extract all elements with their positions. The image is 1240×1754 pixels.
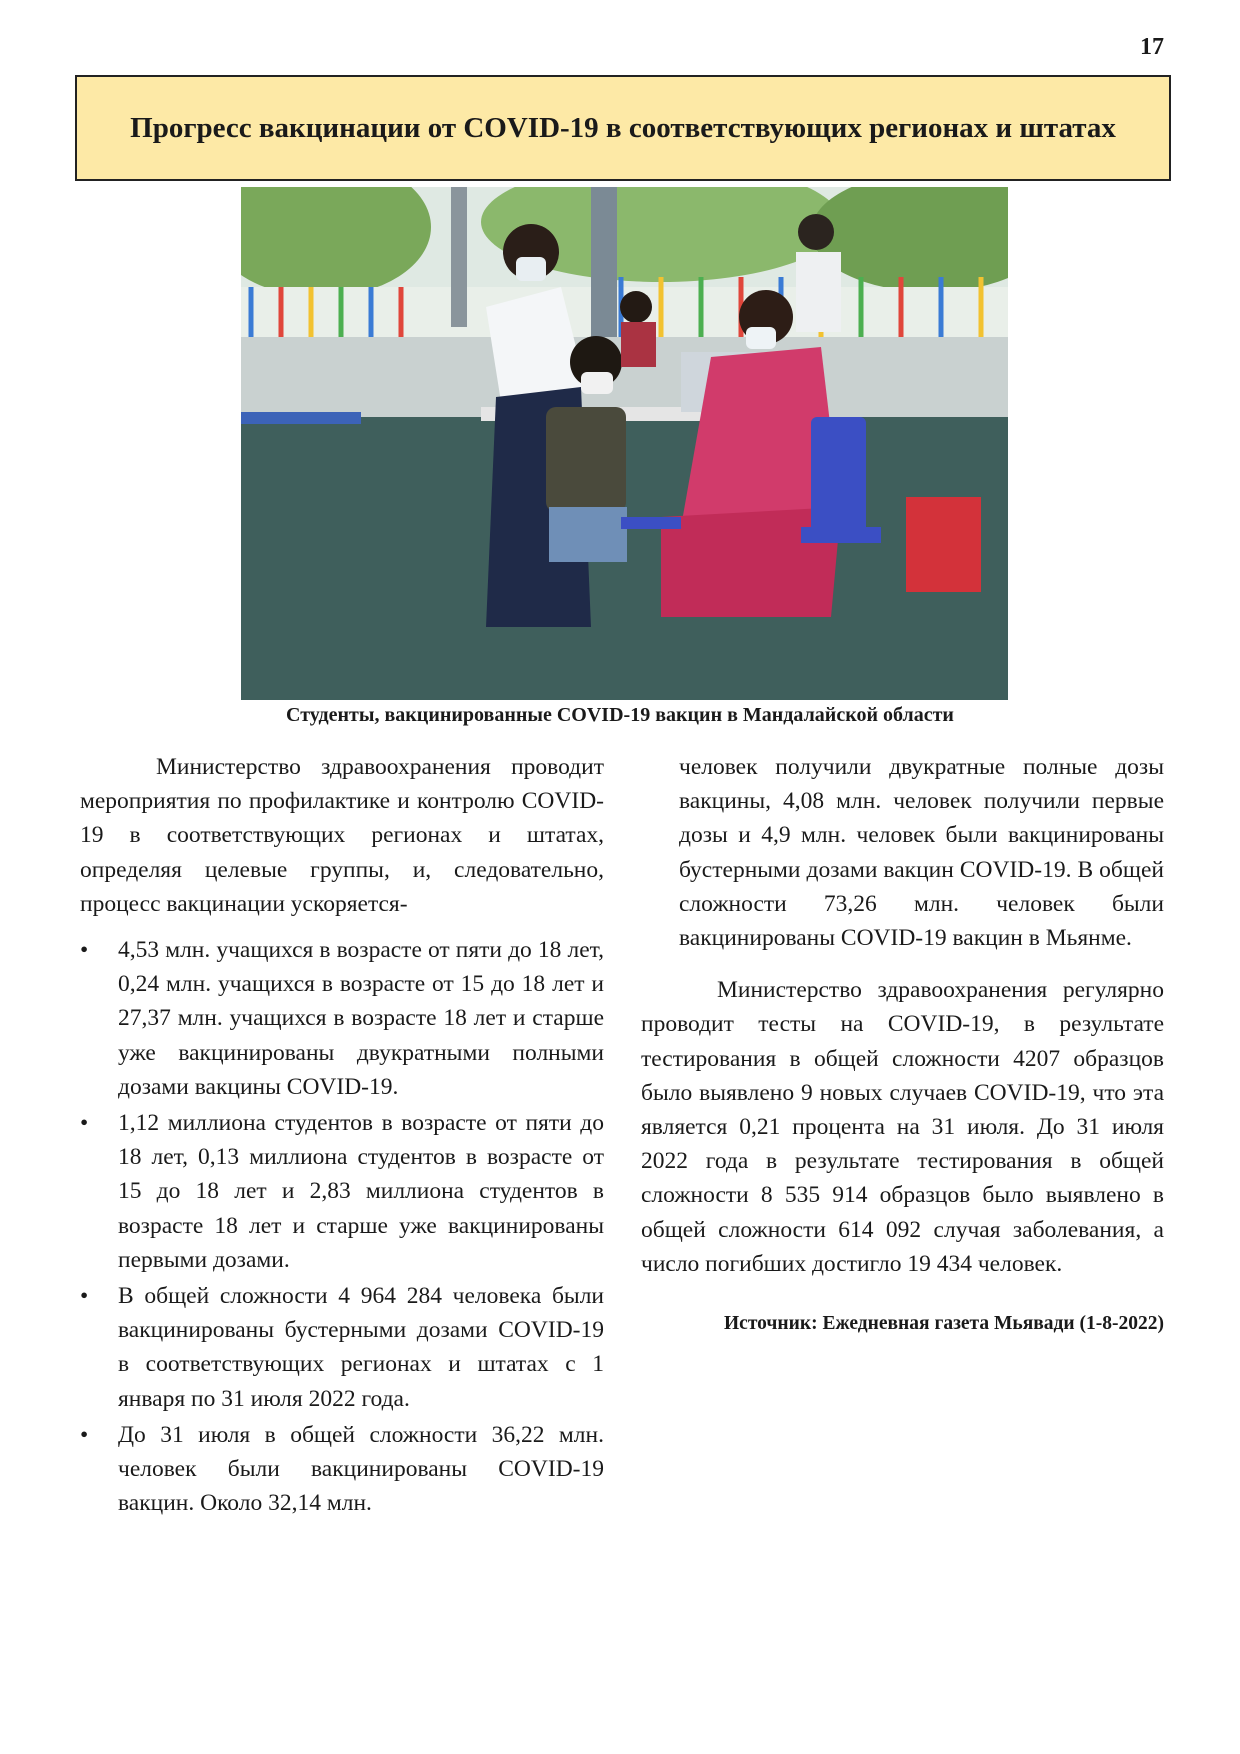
- list-item: • До 31 июля в общей сложности 36,22 млн. человек были вакцинированы COVID-19 вакцин. Около 32,14 млн.: [80, 1418, 604, 1521]
- list-item: • 4,53 млн. учащихся в возрасте от пяти до 18 лет, 0,24 млн. учащихся в возрасте от 15 до 18 лет и 27,37 млн. учащихся в возрасте 18 лет и старше уже вакцинированы двукратными полными дозами вакцины COVID-19.: [80, 933, 604, 1104]
- testing-paragraph: Министерство здравоохранения регулярно проводит тесты на COVID-19, в результате тестирования в общей сложности 4207 образцов было выявлено 9 новых случаев COVID-19, что эта является 0,21 процента на 31 июля. До 31 июля 2022 года в результате тестирования в общей сложности 8 535 914 образцов было выявлено в общей сложности 614 092 случая заболевания, а число погибших достигло 19 434 человек.: [641, 977, 1164, 1277]
- bullet-icon: •: [80, 937, 89, 964]
- intro-paragraph: Министерство здравоохранения проводит мероприятия по профилактике и контролю COVID-19 в соответствующих регионах и штатах, определяя целевые группы, и, следовательно, процесс вакцинации ускоряется-: [80, 754, 604, 917]
- photo-caption: Студенты, вакцинированные COVID-19 вакцин в Мандалайской области: [286, 704, 954, 726]
- page-title: Прогресс вакцинации от COVID-19 в соответствующих регионах и штатах: [130, 111, 1116, 144]
- bullet-icon: •: [80, 1421, 89, 1448]
- bullet-icon: •: [80, 1283, 89, 1310]
- right-column: [641, 750, 1164, 1341]
- bullet-icon: •: [80, 1110, 89, 1137]
- statistics-list: [80, 933, 604, 1520]
- source-credit: Источник: Ежедневная газета Мьявади (1-8-2022): [724, 1313, 1164, 1335]
- page-number: 17: [1140, 34, 1164, 60]
- vaccination-photo: [241, 187, 1008, 700]
- title-banner: [75, 75, 1171, 181]
- list-item: • В общей сложности 4 964 284 человека были вакцинированы бустерными дозами COVID-19 в соответствующих регионах и штатах с 1 января по 31 июля 2022 года.: [80, 1279, 604, 1416]
- left-column: [80, 750, 604, 1522]
- bullet-continuation: человек получили двукратные полные дозы вакцины, 4,08 млн. человек получили первые дозы и 4,9 млн. человек были вакцинированы бустерными дозами вакцин COVID-19. В общей сложности 73,26 млн. человек были вакцинированы COVID-19 вакцин в Мьянме.: [679, 754, 1164, 952]
- list-item: • 1,12 миллиона студентов в возрасте от пяти до 18 лет, 0,13 миллиона студентов в возрасте от 15 до 18 лет и 2,83 миллиона студентов в возрасте 18 лет и старше уже вакцинированы первыми дозами.: [80, 1106, 604, 1277]
